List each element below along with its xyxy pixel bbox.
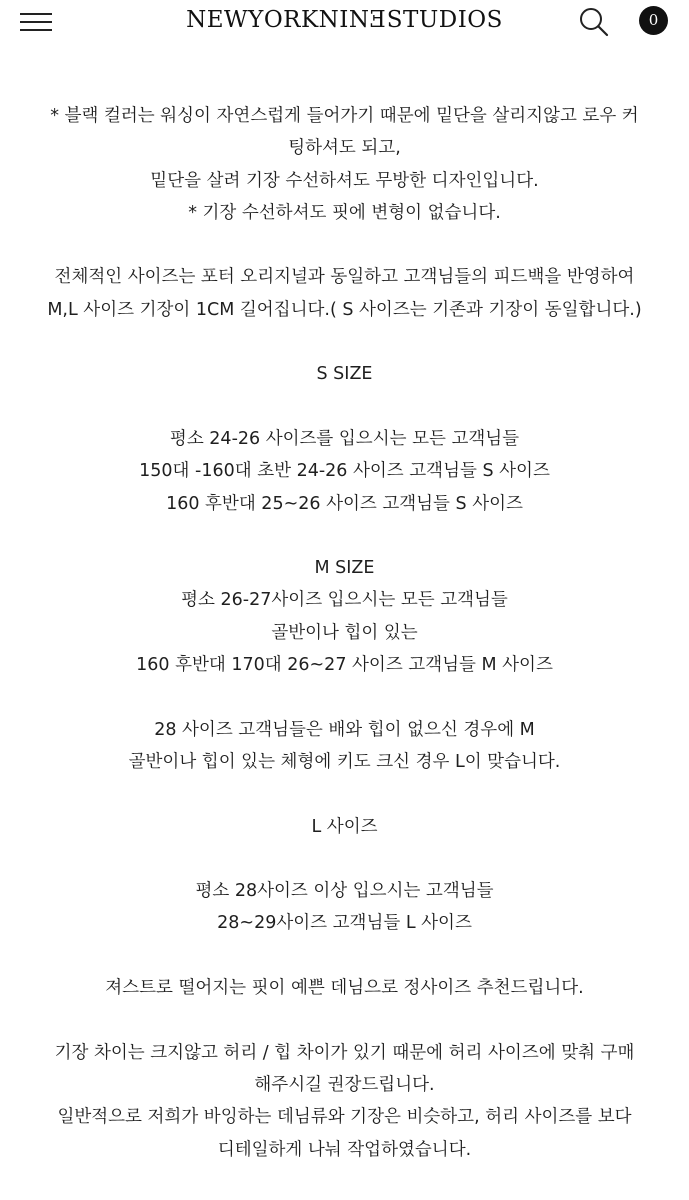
description-line: 밑단을 살려 기장 수선하셔도 무방한 디자인입니다. [150, 170, 539, 191]
site-header [0, 0, 689, 44]
description-line: 골반이나 힙이 있는 [271, 622, 418, 643]
blank-line [0, 326, 689, 358]
blank-line [0, 229, 689, 261]
description-line: 골반이나 힙이 있는 체형에 키도 크신 경우 L이 맞습니다. [128, 751, 561, 772]
description-line: M,L 사이즈 기장이 1CM 길어집니다.( S 사이즈는 기존과 기장이 동일합니다.) [47, 299, 642, 320]
description-line: 디테일하게 나눠 작업하였습니다. [217, 1139, 472, 1160]
description-line: 평소 24-26 사이즈를 입으시는 모든 고객님들 [169, 428, 520, 449]
description-line: 팅하셔도 되고, [288, 138, 401, 159]
search-icon-svg [578, 6, 610, 38]
description-line: 져스트로 떨어지는 핏이 예쁜 데님으로 정사이즈 추천드립니다. [105, 978, 584, 999]
description-line: L 사이즈 [311, 816, 378, 837]
description-line: * 기장 수선하셔도 핏에 변형이 없습니다. [188, 202, 501, 223]
description-line: 평소 26-27사이즈 입으시는 모든 고객님들 [181, 590, 508, 611]
description-line: 160 후반대 170대 26~27 사이즈 고객님들 M 사이즈 [136, 655, 553, 676]
description-line: 평소 28사이즈 이상 입으시는 고객님들 [195, 881, 494, 902]
blank-line [0, 778, 689, 810]
blank-line [0, 391, 689, 423]
site-logo[interactable]: NEWYORKNINƎSTUDIOS [186, 7, 503, 33]
blank-line [0, 843, 689, 875]
description-line: 전체적인 사이즈는 포터 오리지널과 동일하고 고객님들의 피드백을 반영하여 [54, 267, 635, 288]
blank-line [0, 1004, 689, 1036]
description-line: * 블랙 컬러는 워싱이 자연스럽게 들어가기 때문에 밑단을 살리지않고 로우 커 [50, 106, 639, 126]
description-line: M SIZE [314, 558, 375, 579]
description-line: S SIZE [316, 364, 373, 385]
description-line: 일반적으로 저희가 바잉하는 데님류와 기장은 비슷하고, 허리 사이즈를 보다 [57, 1107, 632, 1128]
blank-line [0, 681, 689, 713]
description-line: 기장 차이는 크지않고 허리 / 힙 차이가 있기 때문에 허리 사이즈에 맞춰 구매 [54, 1042, 635, 1063]
cart-count-badge[interactable]: 0 [639, 6, 668, 35]
description-line: 28 사이즈 고객님들은 배와 힙이 없으신 경우에 M [154, 719, 535, 740]
blank-line [0, 940, 689, 972]
blank-line [0, 520, 689, 552]
description-line: 150대 -160대 초반 24-26 사이즈 고객님들 S 사이즈 [139, 461, 550, 482]
description-line: 160 후반대 25~26 사이즈 고객님들 S 사이즈 [166, 493, 523, 514]
product-size-description [0, 100, 689, 1166]
description-line: 28~29사이즈 고객님들 L 사이즈 [217, 913, 472, 934]
description-line: 해주시길 권장드립니다. [254, 1074, 435, 1095]
search-icon[interactable] [578, 6, 610, 38]
